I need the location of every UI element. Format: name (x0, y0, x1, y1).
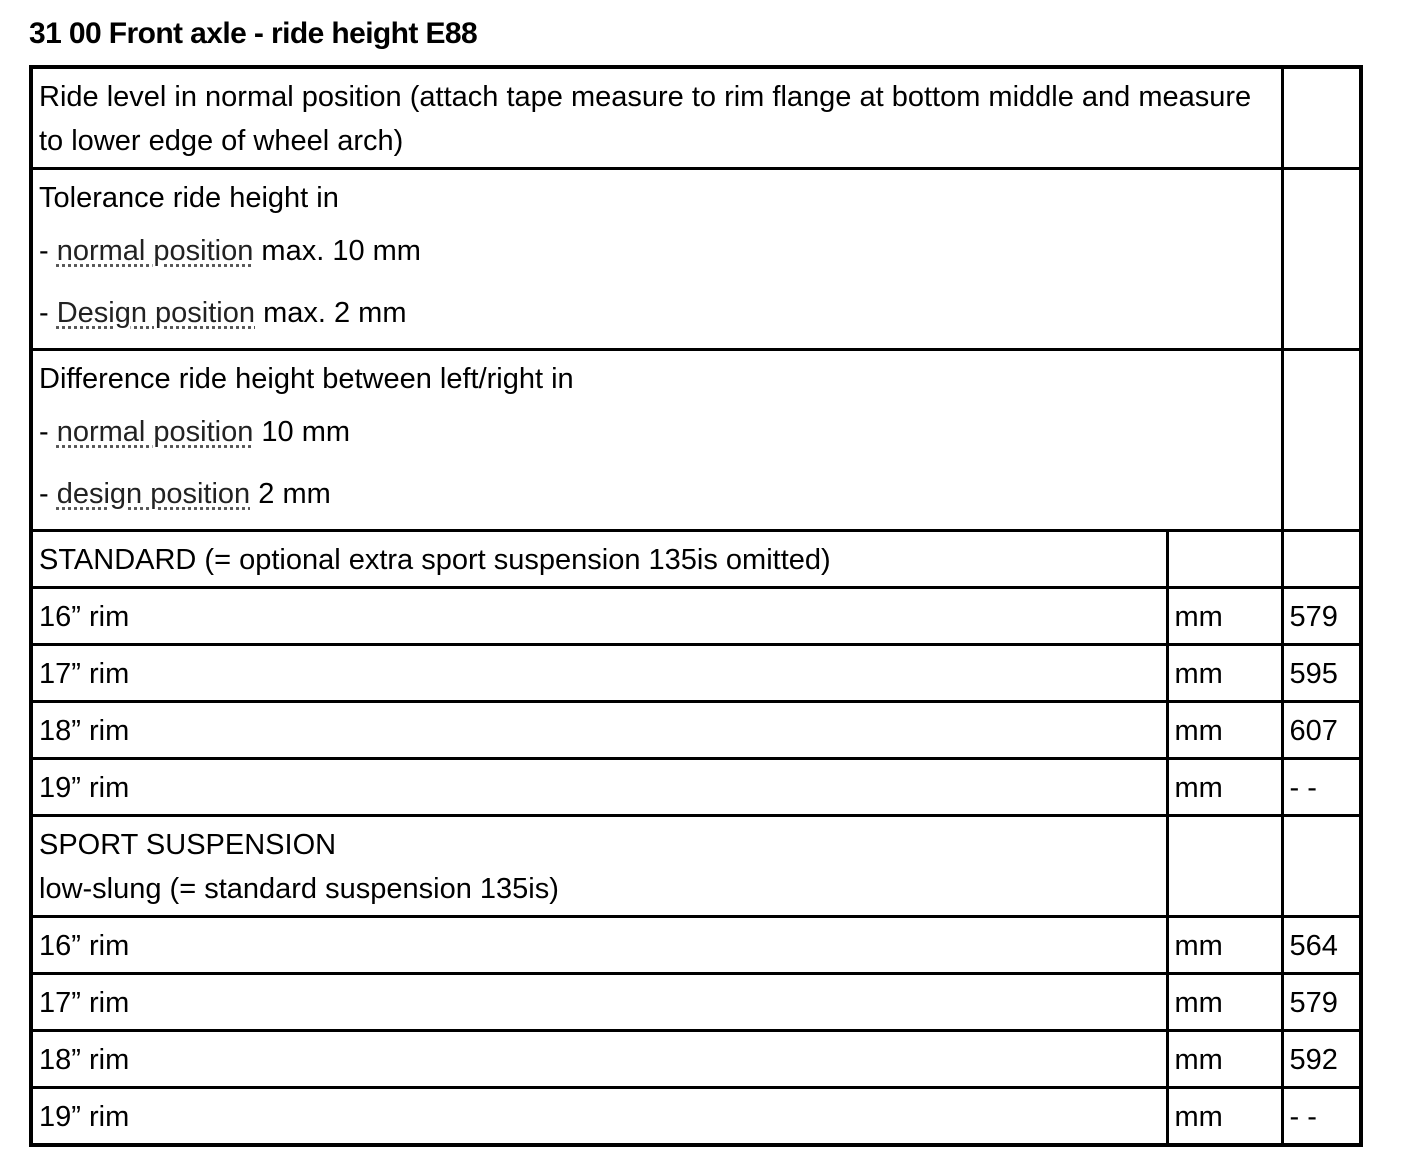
table-row (31, 759, 1361, 816)
page-title: 31 00 Front axle - ride height E88 (29, 17, 478, 50)
standard-value-cell (1282, 531, 1361, 588)
ride-height-table (29, 65, 1363, 1147)
tolerance-line-design (39, 282, 1275, 344)
unit: mm (1167, 588, 1282, 645)
unit: mm (1167, 1031, 1282, 1088)
difference-heading: Difference ride height between left/right in (39, 363, 574, 395)
difference-line-design (39, 463, 1275, 525)
difference-line-suffix: 10 mm (253, 416, 351, 448)
difference-value-cell (1282, 350, 1361, 531)
rim-size: 17” rim (31, 974, 1167, 1031)
table-row (31, 702, 1361, 759)
unit: mm (1167, 974, 1282, 1031)
rim-size: 19” rim (31, 1088, 1167, 1146)
rim-size: 16” rim (31, 588, 1167, 645)
tolerance-line-suffix: max. 10 mm (253, 235, 421, 267)
rim-size: 17” rim (31, 645, 1167, 702)
sport-heading (31, 816, 1167, 917)
ride-height-value: 564 (1282, 917, 1361, 974)
tolerance-cell (31, 169, 1282, 350)
tolerance-line-suffix: max. 2 mm (255, 297, 407, 329)
unit: mm (1167, 759, 1282, 816)
ride-level-row (31, 67, 1361, 169)
table-row (31, 645, 1361, 702)
sport-unit-cell (1167, 816, 1282, 917)
ride-height-value: - - (1282, 1088, 1361, 1146)
table-row (31, 917, 1361, 974)
tolerance-heading: Tolerance ride height in (39, 182, 339, 214)
rim-size: 16” rim (31, 917, 1167, 974)
sport-heading-line2: low-slung (= standard suspension 135is) (39, 873, 559, 905)
sport-value-cell (1282, 816, 1361, 917)
table-row (31, 1031, 1361, 1088)
difference-cell (31, 350, 1282, 531)
difference-row (31, 350, 1361, 531)
table-row (31, 1088, 1361, 1146)
ride-level-text: Ride level in normal position (attach tape measure to rim flange at bottom middle and measure to lower edge of wheel arch) (31, 67, 1282, 169)
ride-height-value: 592 (1282, 1031, 1361, 1088)
normal-position-link[interactable]: normal position (56, 235, 254, 267)
tolerance-line-prefix: - (39, 297, 57, 329)
difference-line-prefix: - (39, 478, 57, 510)
sport-heading-line1: SPORT SUSPENSION (39, 829, 337, 861)
ride-level-value-cell (1282, 67, 1361, 169)
unit: mm (1167, 1088, 1282, 1146)
unit: mm (1167, 702, 1282, 759)
standard-heading: STANDARD (= optional extra sport suspension 135is omitted) (31, 531, 1167, 588)
design-position-link[interactable]: design position (56, 478, 251, 510)
ride-height-value: - - (1282, 759, 1361, 816)
rim-size: 19” rim (31, 759, 1167, 816)
ride-height-value: 579 (1282, 974, 1361, 1031)
sport-heading-row (31, 816, 1361, 917)
ride-height-value: 579 (1282, 588, 1361, 645)
difference-line-suffix: 2 mm (250, 478, 331, 510)
ride-height-value: 595 (1282, 645, 1361, 702)
difference-line-prefix: - (39, 416, 57, 448)
normal-position-link[interactable]: normal position (56, 416, 254, 448)
table-row (31, 588, 1361, 645)
unit: mm (1167, 917, 1282, 974)
unit: mm (1167, 645, 1282, 702)
tolerance-value-cell (1282, 169, 1361, 350)
standard-unit-cell (1167, 531, 1282, 588)
tolerance-line-normal (39, 220, 1275, 282)
tolerance-row (31, 169, 1361, 350)
tolerance-line-prefix: - (39, 235, 57, 267)
design-position-link[interactable]: Design position (56, 297, 256, 329)
ride-height-value: 607 (1282, 702, 1361, 759)
standard-heading-row (31, 531, 1361, 588)
rim-size: 18” rim (31, 702, 1167, 759)
table-row (31, 974, 1361, 1031)
difference-line-normal (39, 401, 1275, 463)
rim-size: 18” rim (31, 1031, 1167, 1088)
